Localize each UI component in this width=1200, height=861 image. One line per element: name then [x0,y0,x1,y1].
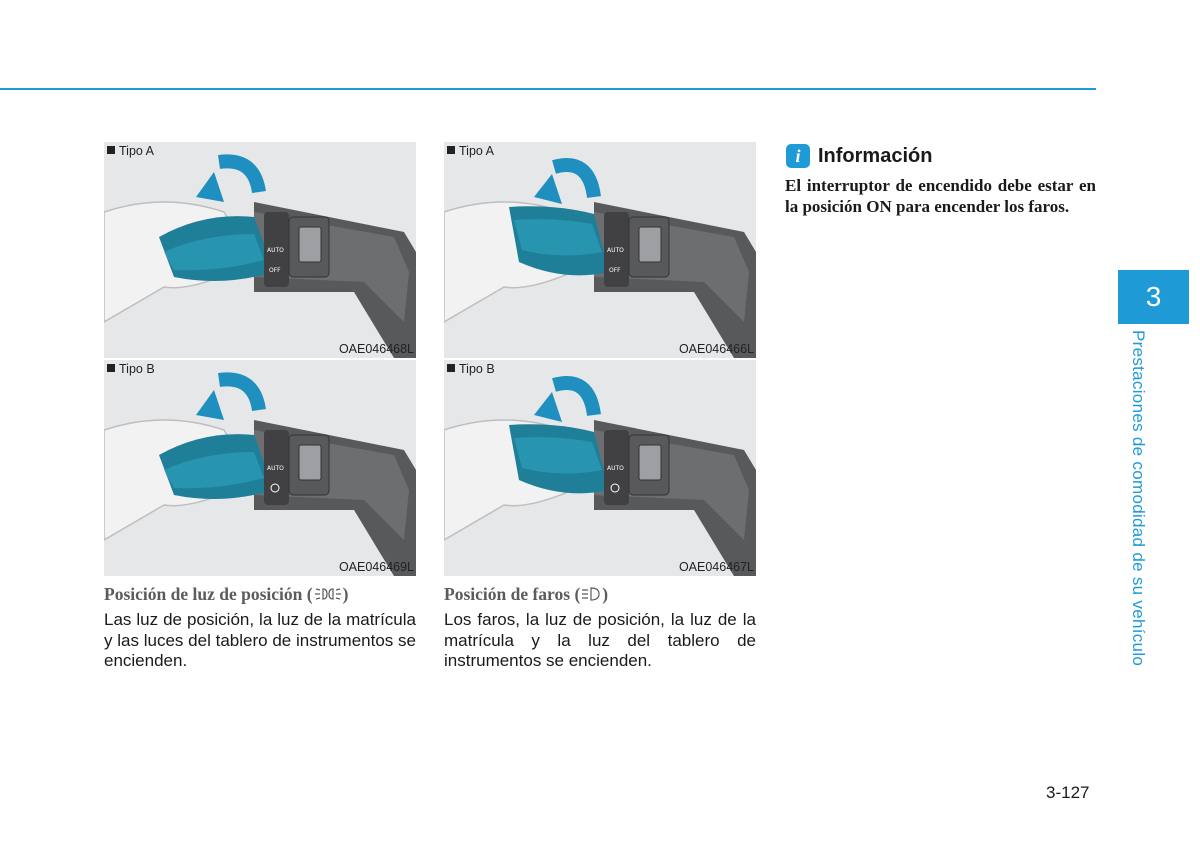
figure-tipo-label: Tipo A [107,144,154,158]
figure-4 [444,360,756,576]
figure-code: OAE046469L [338,560,414,574]
header-rule [0,88,1096,90]
svg-text:OFF: OFF [269,267,281,274]
figure-code: OAE046466L [678,342,754,356]
svg-text:AUTO: AUTO [607,247,624,254]
figure-tipo-label: Tipo A [447,144,494,158]
info-text: El interruptor de encendido debe estar en la posición ON para encender los faros. [785,176,1096,216]
figure-tipo-label: Tipo B [447,362,495,376]
figure-1 [104,142,416,358]
figure-3 [104,360,416,576]
svg-text:AUTO: AUTO [267,465,284,472]
svg-text:OFF: OFF [609,267,621,274]
info-icon: i [786,144,810,168]
stalk-illustration [444,142,756,358]
position-light-body: Las luz de posición, la luz de la matrícula y las luces del tablero de instrumentos se encienden. [104,610,416,670]
svg-text:AUTO: AUTO [267,247,284,254]
figure-2 [444,142,756,358]
figure-tipo-label: Tipo B [107,362,155,376]
position-light-heading: Posición de luz de posición ( ) [104,584,349,604]
stalk-illustration [104,142,416,358]
figure-code: OAE046468L [338,342,414,356]
figure-code: OAE046467L [678,560,754,574]
headlamp-body: Los faros, la luz de posición, la luz de la matrícula y la luz del tablero de instrumentos se encienden. [444,610,756,670]
page-number: 3-127 [1046,783,1090,802]
chapter-label: Prestaciones de comodidad de su vehículo [1129,330,1148,667]
stalk-illustration [444,360,756,576]
position-light-icon [313,586,343,602]
headlamp-heading: Posición de faros ( ) [444,584,609,604]
chapter-tab: 3 [1118,270,1189,324]
stalk-illustration [104,360,416,576]
svg-text:AUTO: AUTO [607,465,624,472]
info-title: Información [818,144,933,167]
headlamp-icon [580,586,602,602]
info-heading [786,144,932,168]
